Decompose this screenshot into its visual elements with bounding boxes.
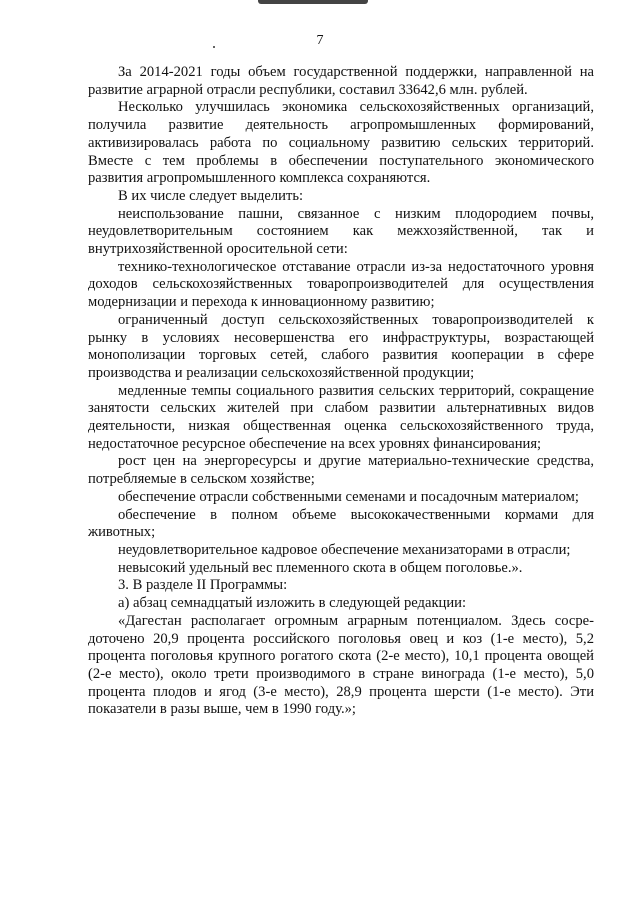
list-item-market-access: ограниченный доступ сельскохозяйственных товаропроизводителей к рынку в условиях несовершенства его инфраструктуры, возрастающей монополизации торговых сетей, слабого развития кооперации в сфере производства и реализации сельскохозяйственной продукции; bbox=[88, 311, 594, 381]
list-item-staffing: неудовлетворительное кадровое обеспечение механизаторами в отрасли; bbox=[118, 541, 571, 558]
list-item-arable-land: неиспользование пашни, связанное с низким плодородием почвы, неудовлетворительным состоянием как межхозяйственной, так и внутрихозяйственной оросительной сети: bbox=[88, 205, 594, 258]
paragraph-dagestan-potential: «Дагестан располагает огромным аграрным потенциалом. Здесь сосре-доточено 20,9 процента российского поголовья овец и коз (1-е место), 5,2 процента поголовья крупного рогатого скота (2-е место), 10,1 процента овощей (2-е место), около трети производимого в стране винограда (1-е место), 5,0 процента плодов и ягод (3-е место), 28,9 процента шерсти (1-е место). Эти показатели в разы выше, чем в 1990 году.»; bbox=[88, 612, 594, 718]
list-item-breeding-stock: невысокий удельный вес племенного скота в общем поголовье.». bbox=[118, 559, 523, 576]
amendment-instruction: а) абзац семнадцатый изложить в следующей редакции: bbox=[118, 595, 467, 612]
list-item-feed: обеспечение в полном объеме высококачественными кормами для животных; bbox=[88, 506, 594, 541]
section-heading-program: 3. В разделе II Программы: bbox=[118, 577, 288, 594]
scan-edge-mark bbox=[258, 0, 368, 4]
paragraph-economy-improved: Несколько улучшилась экономика сельскохозяйственных организаций, получила развитие деятельность агропромышленных формирований, активизировалась работа по социальному развитию сельских территорий. Вместе с тем проблемы в обеспечении поступательного экономического развития агропромышленного комплекса сохраняются. bbox=[88, 99, 594, 187]
page-number: 7 bbox=[316, 33, 324, 48]
list-item-seeds: обеспечение отрасли собственными семенами и посадочным материалом; bbox=[118, 488, 579, 505]
document-body bbox=[88, 64, 594, 719]
paragraph-problems-intro: В их числе следует выделить: bbox=[118, 187, 304, 204]
list-item-energy-prices: рост цен на энергоресурсы и другие материально-технические средства, потребляемые в сельском хозяйстве; bbox=[88, 453, 594, 488]
list-item-rural-development: медленные темпы социального развития сельских территорий, сокращение занятости сельских жителей при слабом развитии альтернативных видов деятельности, низкая общественная оценка сельскохозяйственного труда, недостаточное ресурсное обеспечение на всех уровнях финансирования; bbox=[88, 382, 594, 452]
paragraph-state-support: За 2014-2021 годы объем государственной поддержки, направленной на развитие аграрной отрасли республики, составил 33642,6 млн. рублей. bbox=[88, 64, 594, 98]
list-item-tech-lag: технико-технологическое отставание отрасли из-за недостаточного уровня доходов сельскохозяйственных товаропроизводителей для осуществления модернизации и перехода к инновационному развитию; bbox=[88, 258, 594, 311]
